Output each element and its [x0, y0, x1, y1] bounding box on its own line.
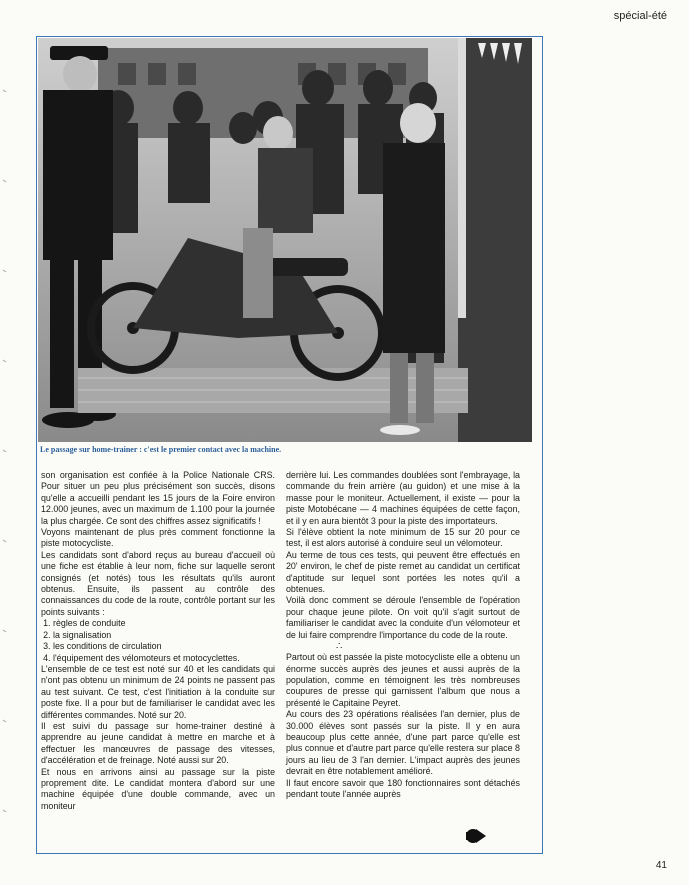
paragraph: Il faut encore savoir que 180 fonctionnaires sont détachés pendant toute l'année auprès	[286, 777, 520, 799]
photo-caption: Le passage sur home-trainer : c'est le premier contact avec la machine.	[40, 445, 282, 454]
article-column-left	[41, 470, 275, 812]
page-number: 41	[655, 860, 667, 871]
paragraph: derrière lui. Les commandes doublées sont l'embrayage, la commande du frein arrière (au guidon) et une mise à la masse pour le moniteur. Actuellement, il existe — pour la piste Motobécane — 4 machines équipées de cette façon, et il y en aura bientôt 3 pour la piste des importateurs.	[286, 470, 520, 526]
paragraph: Les candidats sont d'abord reçus au bureau d'accueil où une fiche est établie à leur nom, fiche sur laquelle seront consignés (et notés) tous les résultats qu'ils auront obtenus. Ensuite, ils passent au contrôle des connaissances du code de la route, contrôle portant sur les points suivants :	[41, 549, 275, 617]
test-points-list	[41, 618, 275, 664]
list-item: 2. la signalisation	[53, 630, 275, 641]
paragraph: Voilà donc comment se déroule l'ensemble de l'opération pour chaque jeune pilote. On voit qu'il s'agit surtout de familiariser le candidat avec la conduite d'un vélomoteur et de lui faire comprendre l'importance du code de la route.	[286, 595, 520, 640]
list-item: 4. l'équipement des vélomoteurs et motocyclettes.	[53, 653, 275, 664]
list-item: 1. règles de conduite	[53, 618, 275, 629]
paragraph: son organisation est confiée à la Police Nationale CRS. Pour situer un peu plus précisément son succès, disons qu'elle a accueilli pendant les 15 jours de la Foire environ 12.000 jeunes, avec un maximum de 1.100 pour la journée la plus chargée. Ce sont des chiffres assez significatifs !	[41, 470, 275, 526]
paragraph: Si l'élève obtient la note minimum de 15 sur 20 pour ce test, il est alors autorisé à conduire seul un vélomoteur.	[286, 527, 520, 549]
paragraph: Et nous en arrivons ainsi au passage sur la piste proprement dite. Le candidat montera d'abord sur une machine équipée d'une double commande, avec un moniteur	[41, 766, 275, 811]
paragraph: Voyons maintenant de plus près comment fonctionne la piste motocycliste.	[41, 527, 275, 549]
continue-arrow-icon	[466, 829, 486, 843]
paragraph: L'ensemble de ce test est noté sur 40 et les candidats qui n'ont pas obtenu un minimum de 24 points ne passent pas au test suivant. Ce test, c'est l'initiation à la conduite sur poste fixe. Il a pour but de familiariser le candidat avec les différentes commandes. Noté sur 20.	[41, 663, 275, 720]
paragraph: Au cours des 23 opérations réalisées l'an dernier, plus de 30.000 élèves sont passés sur la piste. Il y en aura beaucoup plus cette année, d'une part parce qu'elle est plus connue et d'autre part parce qu'elle restera sur place 8 jours au lieu de 3 l'an dernier. L'impact auprès des jeunes devrait en être notablement amélioré.	[286, 709, 520, 777]
paragraph: Il est suivi du passage sur home-trainer destiné à apprendre au jeune candidat à mettre en marche et à effectuer les manœuvres de passage des vitesses, d'accélération et de freinage. Noté aussi sur 20.	[41, 720, 275, 766]
article-photo	[38, 38, 532, 442]
article-column-right	[286, 470, 520, 800]
paragraph: Au terme de tous ces tests, qui peuvent être effectués en 20' environ, le chef de piste remet au candidat un certificat d'aptitude sur lequel sont portées les notes qu'il a obtenues.	[286, 549, 520, 595]
section-tag: spécial-été	[613, 10, 667, 22]
page-edge-marks	[2, 0, 8, 880]
paragraph: Partout où est passée la piste motocycliste elle a obtenu un énorme succès auprès des jeunes et aussi auprès de la population, comme en témoignent les très nombreuses coupures de presse qui garnissent l'album que nous a présenté le Capitaine Peyret.	[286, 652, 520, 708]
list-item: 3. les conditions de circulation	[53, 641, 275, 652]
section-separator: ∴	[336, 641, 343, 653]
